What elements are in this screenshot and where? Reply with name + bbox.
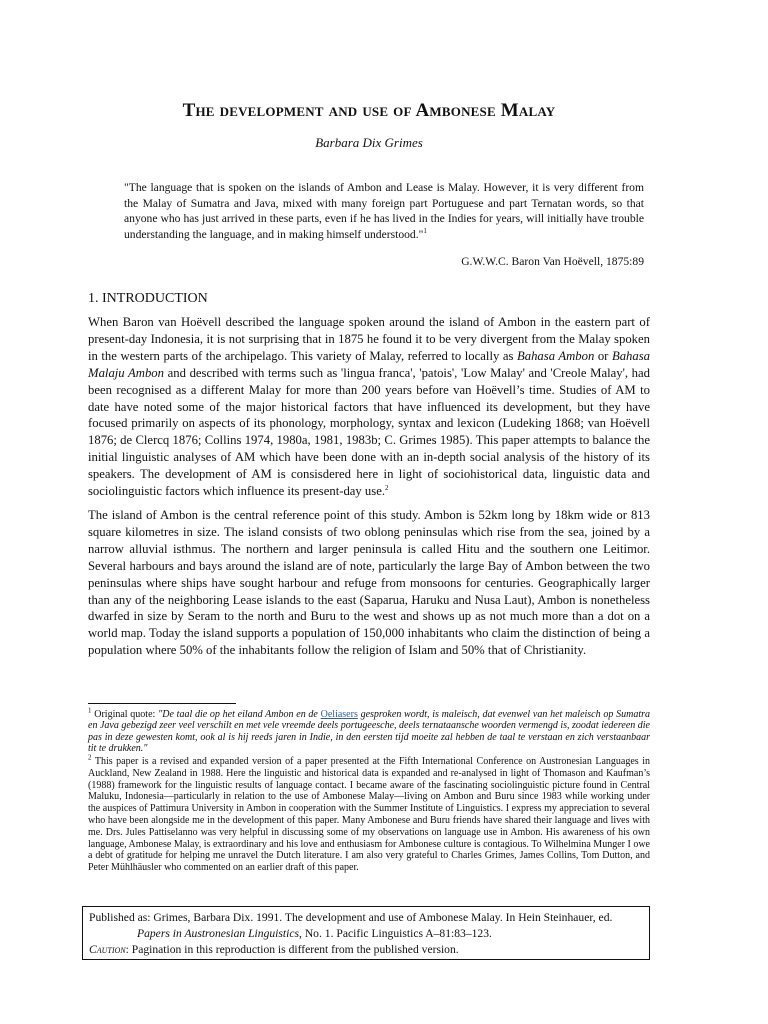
footnote-ref-2[interactable]: 2 — [385, 483, 389, 492]
publication-series-rest: , No. 1. Pacific Linguistics A–81:83–123. — [299, 927, 492, 940]
body-paragraph-1 — [88, 314, 650, 500]
para1-or: or — [594, 348, 612, 363]
epigraph-quote — [124, 180, 644, 242]
term-bahasa-malaju-ambon: Bahasa Malaju Ambon — [88, 348, 651, 380]
paper-title: The development and use of Ambonese Malay — [182, 100, 556, 121]
footnote-1-quote-a: "De taal die op het eiland Ambon en de — [158, 709, 321, 720]
footnote-ref-1[interactable]: 1 — [423, 226, 427, 235]
author-name: Barbara Dix Grimes — [315, 135, 423, 150]
publication-info-box — [82, 906, 650, 960]
caution-text: : Pagination in this reproduction is different from the published version. — [125, 943, 459, 956]
footnote-1-quote-b: gesproken wordt, is maleisch, dat evenwel van het maleisch op Sumatra en Java gebezigd zeer veel verschilt en met vele vreemde deels portugeesche, deels ternataansche woorden vermengd is, zoodat iedereen die pas in deze gewesten komt, ook al is hij reeds jaren in Indie, in den eersten tijd moeite zal hebben de taal te verstaan en zich verstaanbaar tit te drukken." — [88, 709, 650, 754]
publication-series-line — [89, 926, 643, 942]
oeliasers-link[interactable]: Oeliasers — [320, 709, 358, 720]
section-heading: 1. INTRODUCTION — [88, 291, 208, 306]
footnote-2 — [88, 753, 650, 874]
body-paragraph-2: The island of Ambon is the central reference point of this study. Ambon is 52km long by 18km wide or 813 square kilometres in size. The island consists of two oblong peninsulas which rise from the sea, joined by a narrow alluvial isthmus. The northern and larger peninsula is called Hitu and the southern one Leitimor. Several harbours and bays around the island are of note, particularly the large Bay of Ambon between the two peninsulas where ships have sought harbour and refuge from monsoons for centuries. Geographically larger than any of the neighboring Lease islands to the east (Saparua, Haruku and Nusa Laut), Ambon is nonetheless dwarfed in size by Seram to the north and Buru to the west and shows up as not much more than a dot on a world map. Today the island supports a population of 150,000 inhabitants who claim the distinction of being a population where 50% of the inhabitants follow the religion of Islam and 50% that of Christianity. — [88, 508, 650, 658]
epigraph-attribution: G.W.W.C. Baron Van Hoëvell, 1875:89 — [461, 255, 644, 268]
para1-text-b: and described with terms such as 'lingua franca', 'patois', 'Low Malay' and 'Creole Malay', had been recognised as a different Malay for more than 200 years before van Hoëvell’s time. Studies of AM to date have noted some of the major historical factors that have influenced its development, but they have focused primarily on aspects of its phonology, morphology, syntax and lexicon (Ludeking 1868; van Hoëvell 1876; de Clercq 1876; Collins 1974, 1980a, 1981, 1983b; C. Grimes 1985). This paper attempts to balance the initial linguistic analyses of AM which have been done with an in-depth social analysis of the history of its speakers. The development of AM is consisdered here in light of sociohistorical data, linguistic data and sociolinguistic factors which influence its present-day use. — [88, 365, 650, 499]
publication-citation: Published as: Grimes, Barbara Dix. 1991. The development and use of Ambonese Malay. In Hein Steinhauer, ed. — [89, 911, 613, 924]
caution-note — [89, 942, 643, 958]
footnote-1-number: 1 — [88, 706, 92, 715]
publication-series-title: Papers in Austronesian Linguistics — [137, 927, 300, 940]
footnote-1-lead: Original quote: — [91, 709, 159, 720]
caution-label: Caution — [89, 943, 126, 956]
epigraph-text: "The language that is spoken on the islands of Ambon and Lease is Malay. However, it is very different from the Malay of Sumatra and Java, mixed with many foreign part Portuguese and part Ternatan words, so that anyone who has just arrived in these parts, even if he has lived in the Indies for years, will initially have trouble understanding the language, and in making himself understood." — [124, 181, 644, 241]
footnote-2-text: This paper is a revised and expanded version of a paper presented at the Fifth International Conference on Austronesian Languages in Auckland, New Zealand in 1988. Here the linguistic and historical data is expanded and re-analysed in light of Thomason and Kaufman’s (1988) framework for the linguistic results of language contact. I became aware of the fascinating sociolinguistic picture found in Central Maluku, Indonesia—particularly in relation to the use of Ambonese Malay—living on Ambon and Buru since 1983 while working under the auspices of Pattimura University in Ambon in cooperation with the Summer Institute of Linguistics. I express my appreciation to several who have been alongside me in the development of this paper. Many Ambonese and Buru friends have shared their language and lives with me. Drs. Jules Pattiselanno was very helpful in discussing some of my observations on language use in Ambon. His awareness of his own language, Ambonese Malay, is extraordinary and his love and enthusiasm for Ambonese culture is contagious. To Wilhelmina Munger I owe a debt of gratitude for helping me unravel the Dutch literature. I am also very grateful to Charles Grimes, James Collins, Tom Dutton, and Peter Mühlhäusler who commented on an earlier draft of this paper. — [88, 756, 650, 874]
term-bahasa-ambon: Bahasa Ambon — [516, 348, 595, 363]
footnote-divider — [88, 703, 236, 704]
footnote-2-number: 2 — [88, 753, 92, 762]
para1-text-a: When Baron van Hoëvell described the language spoken around the island of Ambon in the eastern part of present-day Indonesia, it is not surprising that in 1875 he found it to be very divergent from the Malay spoken in the western parts of the archipelago. This variety of Malay, referred to locally as — [88, 315, 650, 363]
footnote-1 — [88, 706, 650, 754]
